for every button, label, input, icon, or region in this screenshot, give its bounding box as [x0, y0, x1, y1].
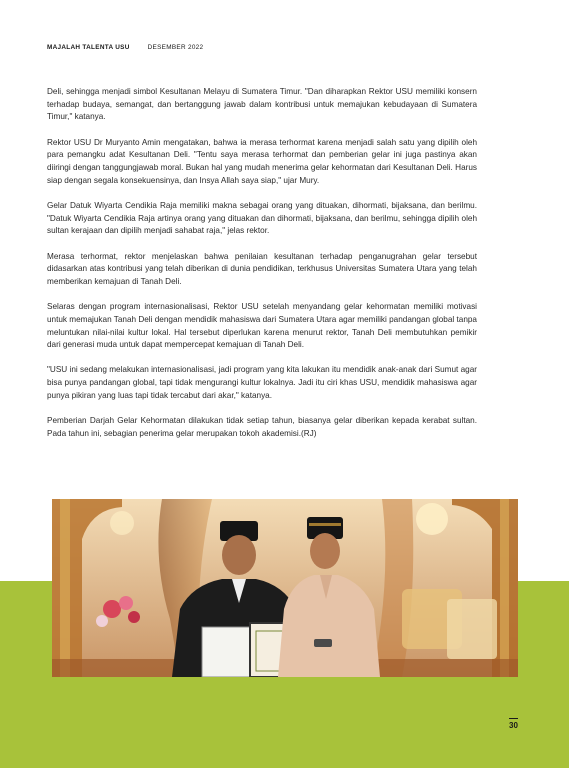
page-number: 30: [509, 721, 518, 730]
paragraph: Merasa terhormat, rektor menjelaskan bahwa penilaian kesultanan terhadap penganugrahan gelar tersebut didasarkan atas kontribusi yang telah diberikan di dunia pendidikan, terkhusus Universitas Sumatera Utara yang telah memberikan kemajuan di Tanah Deli.: [47, 251, 477, 286]
article-body: [47, 86, 477, 453]
paragraph: Deli, sehingga menjadi simbol Kesultanan Melayu di Sumatera Timur. "Dan diharapkan Rektor USU memiliki konsern terhadap budaya, semangat, dan bertanggung jawab dalam kontribusi untuk memajukan kebudayaan di Sumatera Timur," katanya.: [47, 87, 477, 122]
publication-name: MAJALAH TALENTA USU: [47, 44, 130, 51]
paragraph: "USU ini sedang melakukan internasionalisasi, jadi program yang kita lakukan itu mendidik anak-anak dari Sumut agar bisa punya pandangan global, tapi tidak mengurangi kultur lokalnya. Jadi itu ciri khas USU, mendidik mahasiswa agar punya pikiran yang luas tapi tidak tercabut dari akar," katanya.: [47, 365, 477, 400]
paragraph: Rektor USU Dr Muryanto Amin mengatakan, bahwa ia merasa terhormat karena menjadi salah satu yang dipilih oleh para pemangku adat Kesultanan Deli. "Tentu saya merasa terhormat dan pemberian gelar ini juga pastinya akan diiringi dengan tanggungjawab moral. Bukan hal yang mudah menerima gelar kehormatan dari Kesultanan Deli. Harus siap dengan segala konsekuensinya, dan Insya Allah saya siap," ujar Mury.: [47, 137, 477, 185]
page-number-dash: [509, 718, 518, 719]
paragraph: Pemberian Darjah Gelar Kehormatan dilakukan tidak setiap tahun, biasanya gelar diberikan kepada kerabat sultan. Pada tahun ini, sebagian penerima gelar merupakan tokoh akademisi.(RJ): [47, 416, 477, 438]
issue-date: DESEMBER 2022: [147, 44, 204, 51]
page-header: [47, 44, 203, 51]
paragraph: Selaras dengan program internasionalisasi, Rektor USU setelah menyandang gelar kehormatan memiliki motivasi untuk memajukan Tanah Deli dengan mendidik mahasiswa dari Sumatera Utara agar memiliki pandangan global tanpa meluntukan nilai-nilai kultur lokal. Hal tersebut diperlukan karena menurut rektor, Tanah Deli membutuhkan pemikir dari generasi muda untuk dapat mempercepat kemajuan di Tanah Deli.: [47, 302, 477, 350]
award-ceremony-photo: [52, 499, 518, 677]
paragraph: Gelar Datuk Wiyarta Cendikia Raja memiliki makna sebagai orang yang dituakan, dihormati, bijaksana, dan berilmu. "Datuk Wiyarta Cendikia Raja artinya orang yang dituakan dan dihormati, bijaksana, dan berilmu, sehingga dipilih oleh sultan kerajaan dan dipilih menjadi sahabat raja," jelas rektor.: [47, 200, 477, 236]
